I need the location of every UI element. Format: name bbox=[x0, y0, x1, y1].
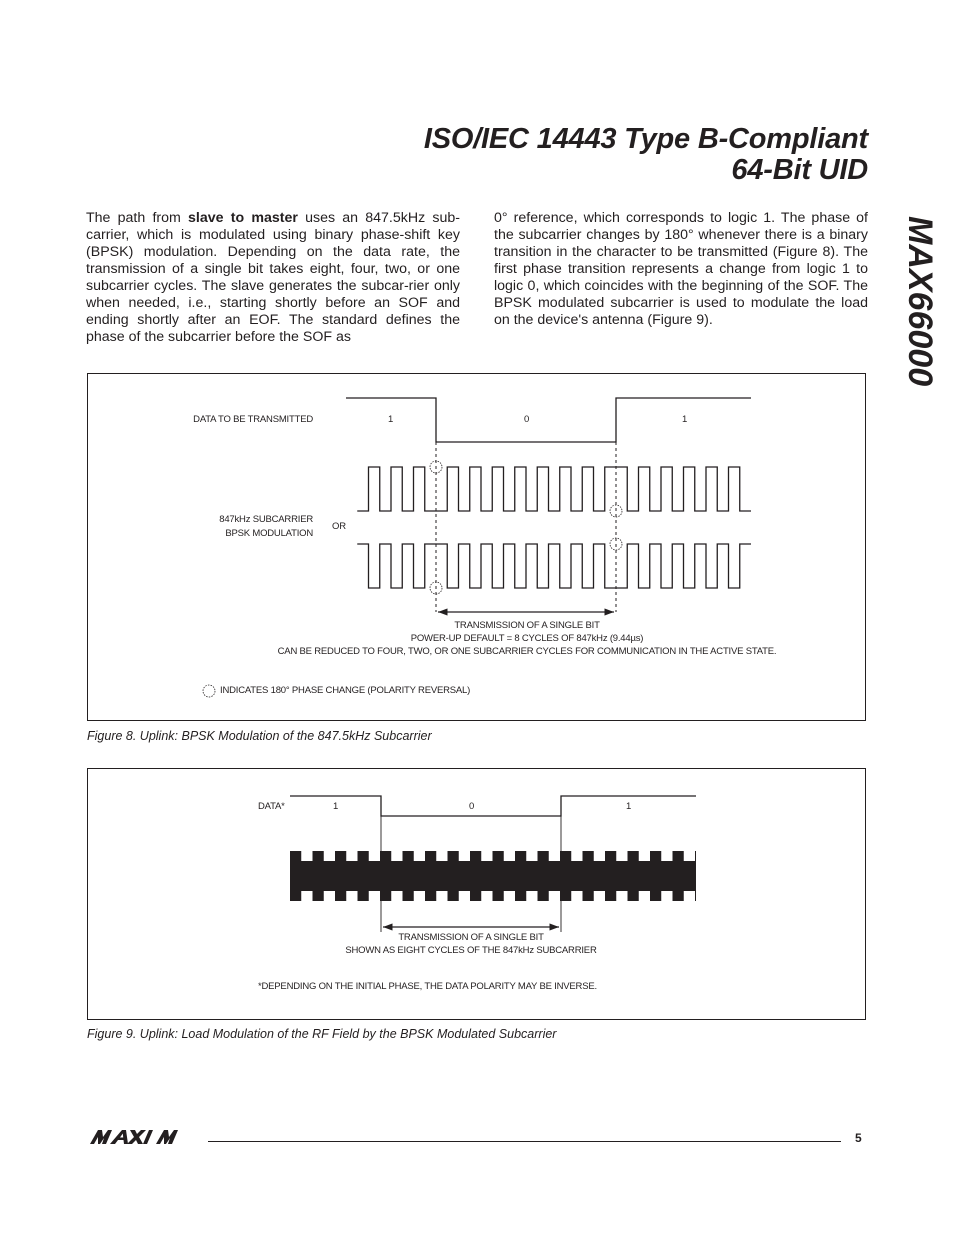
rf-carrier-tooth bbox=[673, 891, 684, 901]
rf-field-envelope bbox=[290, 851, 696, 901]
bit-label-1b: 1 bbox=[682, 414, 688, 425]
figure-8-caption: Figure 8. Uplink: BPSK Modulation of the 847.5kHz Subcarrier bbox=[87, 729, 432, 743]
page-title bbox=[424, 124, 868, 186]
rf-carrier-tooth bbox=[673, 851, 684, 861]
rf-carrier-tooth bbox=[470, 891, 481, 901]
rf-carrier-tooth bbox=[380, 891, 391, 901]
eight-cycles-note: SHOWN AS EIGHT CYCLES OF THE 847kHz SUBCARRIER bbox=[345, 945, 597, 956]
rf-carrier-tooth bbox=[403, 891, 414, 901]
figure-8-diagram bbox=[88, 374, 867, 722]
rf-carrier-tooth bbox=[380, 851, 391, 861]
rf-carrier-tooth bbox=[448, 891, 459, 901]
legend-label: INDICATES 180° PHASE CHANGE (POLARITY REVERSAL) bbox=[220, 685, 471, 696]
figure-9-caption: Figure 9. Uplink: Load Modulation of the RF Field by the BPSK Modulated Subcarrier bbox=[87, 1027, 557, 1041]
col1-text-rest: uses an 847.5kHz sub-carrier, which is modulated using binary phase-shift key (BPSK) modulation. Depending on the data rate, the transmission of a single bit takes eight, four, two, or one subcarrier cycles. The slave generates the subcar-rier only when needed, i.e., starting shortly before an SOF and ending shortly after an EOF. The standard defines the phase of the subcarrier before the SOF as bbox=[86, 210, 460, 345]
figure-8 bbox=[87, 373, 866, 721]
single-bit-note: TRANSMISSION OF A SINGLE BIT bbox=[454, 620, 600, 631]
rf-carrier-tooth bbox=[538, 851, 549, 861]
single-bit-note-fig9: TRANSMISSION OF A SINGLE BIT bbox=[398, 932, 544, 943]
reduce-cycles-note: CAN BE REDUCED TO FOUR, TWO, OR ONE SUBCARRIER CYCLES FOR COMMUNICATION IN THE ACTIVE STATE. bbox=[277, 646, 777, 657]
rf-carrier-tooth bbox=[290, 891, 301, 901]
data-label-fig9: DATA* bbox=[258, 801, 285, 812]
data-waveform bbox=[346, 398, 751, 442]
rf-carrier-tooth bbox=[560, 891, 571, 901]
rf-carrier-tooth bbox=[425, 851, 436, 861]
rf-field-band bbox=[290, 861, 696, 891]
rf-carrier-tooth bbox=[628, 891, 639, 901]
bit-label-0: 0 bbox=[524, 414, 530, 425]
rf-carrier-tooth bbox=[628, 851, 639, 861]
rf-carrier-tooth bbox=[538, 891, 549, 901]
col1-bold-text: slave to master bbox=[188, 210, 298, 226]
bit-label-0-fig9: 0 bbox=[469, 801, 475, 812]
subcarrier-label-2: BPSK MODULATION bbox=[225, 528, 313, 539]
data-waveform-fig9 bbox=[290, 796, 696, 816]
rf-carrier-tooth bbox=[515, 851, 526, 861]
rf-carrier-tooth bbox=[560, 851, 571, 861]
bit-label-1-fig9: 1 bbox=[333, 801, 339, 812]
rf-carrier-tooth bbox=[313, 891, 324, 901]
footer-rule bbox=[208, 1141, 841, 1142]
rf-carrier-tooth bbox=[650, 851, 661, 861]
subcarrier-square-wave bbox=[357, 467, 751, 511]
rf-carrier-tooth bbox=[583, 891, 594, 901]
body-column-1 bbox=[86, 210, 460, 346]
rf-carrier-tooth bbox=[335, 891, 346, 901]
subcarrier-waveform-top bbox=[357, 467, 751, 511]
rf-carrier-tooth bbox=[695, 891, 696, 901]
part-number-label: MAX66000 bbox=[901, 216, 939, 387]
rf-carrier-tooth bbox=[493, 851, 504, 861]
rf-carrier-tooth bbox=[313, 851, 324, 861]
legend-phase-icon bbox=[203, 685, 215, 697]
bit-label-1b-fig9: 1 bbox=[626, 801, 632, 812]
rf-carrier-tooth bbox=[493, 891, 504, 901]
title-line-1: ISO/IEC 14443 Type B-Compliant bbox=[423, 123, 868, 155]
rf-carrier-tooth bbox=[290, 851, 301, 861]
col1-text-prefix: The path from bbox=[86, 210, 189, 226]
rf-carrier-tooth bbox=[583, 851, 594, 861]
subcarrier-square-wave bbox=[357, 544, 751, 588]
body-column-2: 0° reference, which corresponds to logic 1. The phase of the subcarrier changes by 180° whenever there is a binary transition in the character to be transmitted (Figure 8). The first phase transition represents a change from logic 1 to logic 0, which coincides with the beginning of the SOF. The BPSK modulated subcarrier is used to modulate the load on the device's antenna (Figure 9). bbox=[494, 210, 868, 328]
figure-9 bbox=[87, 768, 866, 1020]
subcarrier-label-1: 847kHz SUBCARRIER bbox=[219, 514, 313, 525]
side-part-number bbox=[902, 216, 938, 416]
power-up-default-note: POWER-UP DEFAULT = 8 CYCLES OF 847kHz (9.44µs) bbox=[410, 633, 644, 644]
rf-carrier-tooth bbox=[335, 851, 346, 861]
rf-carrier-tooth bbox=[358, 891, 369, 901]
rf-carrier-tooth bbox=[403, 851, 414, 861]
rf-carrier-tooth bbox=[650, 891, 661, 901]
rf-carrier-tooth bbox=[358, 851, 369, 861]
subcarrier-waveform-bottom bbox=[357, 544, 751, 588]
title-line-2: 64-Bit UID bbox=[731, 154, 868, 186]
maxim-logo bbox=[88, 1128, 200, 1151]
polarity-footnote: *DEPENDING ON THE INITIAL PHASE, THE DATA POLARITY MAY BE INVERSE. bbox=[258, 981, 597, 992]
rf-carrier-tooth bbox=[470, 851, 481, 861]
rf-carrier-tooth bbox=[605, 851, 616, 861]
data-to-transmit-label: DATA TO BE TRANSMITTED bbox=[193, 414, 313, 425]
page-number: 5 bbox=[855, 1131, 862, 1145]
rf-carrier-tooth bbox=[695, 851, 696, 861]
rf-carrier-tooth bbox=[605, 891, 616, 901]
rf-carrier-tooth bbox=[448, 851, 459, 861]
rf-carrier-tooth bbox=[515, 891, 526, 901]
or-label: OR bbox=[332, 521, 346, 532]
bit-label-1: 1 bbox=[388, 414, 394, 425]
rf-carrier-tooth bbox=[425, 891, 436, 901]
